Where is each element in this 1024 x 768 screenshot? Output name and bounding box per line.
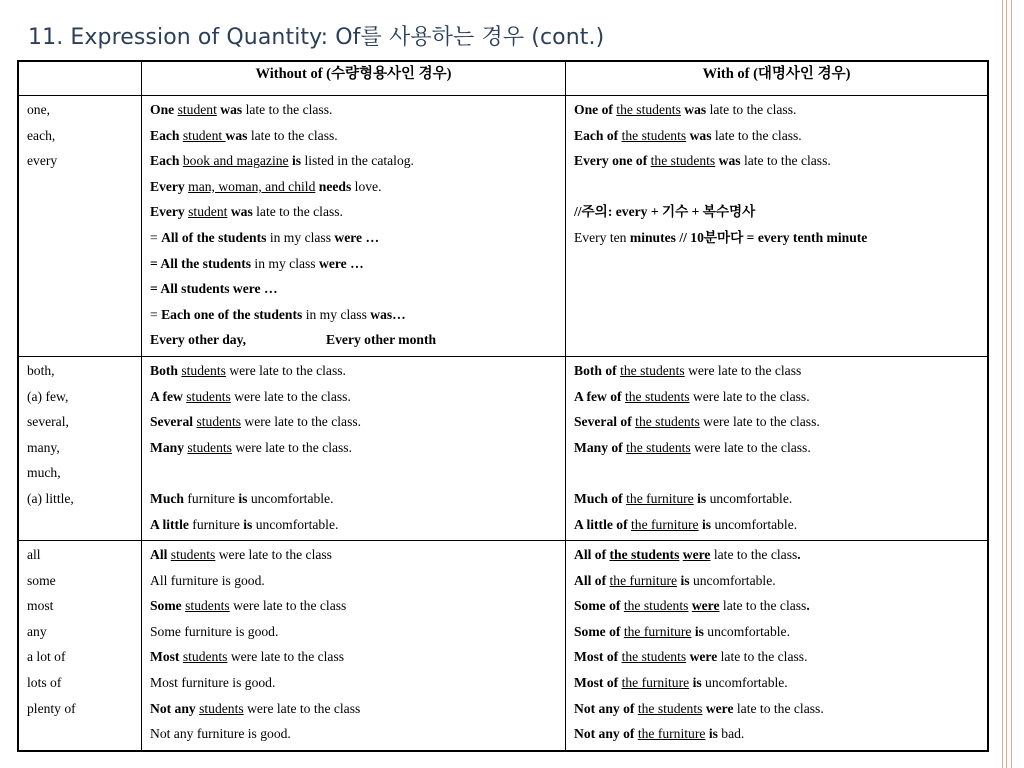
quantifier: (a) little, <box>27 490 74 506</box>
example-sentence <box>574 486 979 512</box>
table-row <box>18 96 988 357</box>
example-sentence <box>574 199 979 225</box>
without-of-cell <box>142 541 566 751</box>
header-quantifier <box>18 61 142 96</box>
table-row <box>18 541 988 751</box>
text-segment: students <box>170 547 216 563</box>
example-sentence <box>150 251 557 277</box>
text-segment: Much <box>150 490 184 506</box>
quantity-table <box>17 60 989 752</box>
text-segment: the students <box>637 700 703 716</box>
text-segment: Not any <box>150 700 196 716</box>
example-sentence <box>574 225 979 251</box>
text-segment: late to the class <box>710 547 798 563</box>
text-segment: were late to the class <box>684 362 802 378</box>
text-segment: late to the class. <box>740 153 831 169</box>
example-sentence <box>150 542 557 568</box>
example-sentence <box>150 512 557 538</box>
text-segment: were <box>705 700 734 716</box>
text-segment: Each one of the students <box>161 306 303 322</box>
text-segment: student <box>177 102 217 117</box>
text-segment: is <box>708 726 718 742</box>
text-segment: were <box>691 598 720 614</box>
text-segment: were late to the class. <box>231 439 352 455</box>
text-segment: students <box>186 388 231 404</box>
text-segment: uncomfortable. <box>706 490 793 506</box>
without-of-cell <box>142 356 566 540</box>
example-sentence <box>574 619 979 645</box>
text-segment: student <box>188 204 228 220</box>
example-sentence <box>150 486 557 512</box>
example-sentence <box>150 593 557 619</box>
header-row <box>18 61 988 96</box>
quantifier: (a) few, <box>27 388 69 404</box>
text-segment: Every <box>150 204 185 220</box>
example-sentence <box>150 644 557 670</box>
text-segment: were late to the class. <box>241 414 362 430</box>
example-sentence <box>574 384 979 410</box>
example-sentence <box>150 302 557 328</box>
text-segment: uncomfortable. <box>701 675 788 691</box>
text-segment: Most of <box>574 675 619 691</box>
text-segment: . <box>797 547 801 563</box>
text-segment: One <box>150 102 175 117</box>
example-sentence <box>150 123 557 149</box>
example-sentence <box>574 670 979 696</box>
without-of-cell <box>142 96 566 357</box>
text-segment: late to the class. <box>706 102 797 117</box>
text-segment: Every ten <box>574 229 630 245</box>
text-segment: Each of <box>574 127 619 143</box>
example-sentence <box>150 460 557 486</box>
text-segment: All furniture is good. <box>150 572 265 588</box>
text-segment: was <box>220 102 243 117</box>
quantifier: one, <box>27 102 51 117</box>
text-segment: Many <box>150 439 184 455</box>
text-segment: uncomfortable. <box>689 572 776 588</box>
text-segment: . <box>806 598 810 614</box>
quantifier: all <box>27 547 41 563</box>
frame-line-2 <box>1006 0 1007 768</box>
text-segment: the students <box>626 439 691 455</box>
quantifier: both, <box>27 362 55 378</box>
text-segment: is <box>238 490 248 506</box>
text-segment: = <box>150 306 162 322</box>
text-segment: late to the class. <box>711 127 802 143</box>
slide-title: 11. Expression of Quantity: Of를 사용하는 경우 (cont.) <box>28 25 605 50</box>
text-segment: A little <box>150 516 189 532</box>
example-sentence <box>150 225 557 251</box>
text-segment: Not any of <box>574 700 635 716</box>
text-segment: the students <box>635 414 700 430</box>
text-segment: late to the class <box>719 598 807 614</box>
quantifier-cell <box>18 541 142 751</box>
frame-line-1 <box>1002 0 1003 768</box>
text-segment: the students <box>621 649 687 665</box>
text-segment: were late to the class <box>227 649 345 665</box>
text-segment: Every other month <box>326 332 437 348</box>
text-segment: the students <box>620 362 685 378</box>
example-sentence <box>150 174 557 200</box>
example-sentence <box>574 148 979 174</box>
text-segment: //주의: every + 기수 + 복수명사 <box>574 204 756 220</box>
text-segment: is <box>680 572 690 588</box>
quantifier: lots of <box>27 675 62 691</box>
quantifier: any <box>27 623 47 639</box>
example-sentence <box>150 148 557 174</box>
example-sentence <box>150 619 557 645</box>
example-sentence <box>574 409 979 435</box>
text-segment: = All students were … <box>150 281 278 297</box>
text-segment: were late to the class. <box>230 388 351 404</box>
example-sentence <box>150 568 557 594</box>
example-sentence <box>574 512 979 538</box>
example-sentence <box>150 435 557 461</box>
text-segment: A few of <box>574 388 622 404</box>
text-segment: Some furniture is good. <box>150 623 279 639</box>
example-sentence <box>150 696 557 722</box>
quantifier: a lot of <box>27 649 66 665</box>
text-segment: the students <box>623 598 689 614</box>
text-segment: needs <box>318 178 352 194</box>
text-segment: students <box>182 649 228 665</box>
text-segment: Every one of <box>574 153 648 169</box>
text-segment: students <box>181 362 226 378</box>
text-segment: is <box>694 623 704 639</box>
quantifier-cell <box>18 96 142 357</box>
text-segment: were late to the class <box>243 700 361 716</box>
header-without-of: Without of (수량형용사인 경우) <box>142 61 566 96</box>
text-segment: students <box>185 598 230 614</box>
example-sentence <box>574 568 979 594</box>
quantifier-cell <box>18 356 142 540</box>
example-sentence <box>150 199 557 225</box>
text-segment: in my class <box>302 306 371 322</box>
text-segment: Every other day, <box>150 332 247 348</box>
text-segment: bad. <box>717 726 745 742</box>
frame-line-3 <box>1011 0 1012 768</box>
text-segment: the furniture <box>626 490 694 506</box>
text-segment: listed in the catalog. <box>301 153 414 169</box>
text-segment: were … <box>319 255 364 271</box>
example-sentence <box>150 721 557 747</box>
text-segment: is <box>697 490 707 506</box>
text-segment: Each <box>150 127 180 143</box>
example-sentence <box>574 435 979 461</box>
example-sentence <box>574 593 979 619</box>
table-row <box>18 356 988 540</box>
text-segment: were … <box>334 229 380 245</box>
text-segment: uncomfortable. <box>247 490 334 506</box>
text-segment: students <box>196 414 242 430</box>
text-segment: the students <box>624 388 690 404</box>
text-segment: the students <box>616 102 681 117</box>
example-sentence <box>574 696 979 722</box>
text-segment: A few <box>150 388 183 404</box>
text-segment: love. <box>351 178 382 194</box>
text-segment: the furniture <box>631 516 699 532</box>
text-segment: was <box>225 127 248 143</box>
example-sentence <box>574 174 979 200</box>
table-body <box>18 96 988 751</box>
text-segment: late to the class. <box>733 700 824 716</box>
text-segment: Each <box>150 153 180 169</box>
text-segment: All of <box>574 572 607 588</box>
text-segment: Much of <box>574 490 623 506</box>
text-segment: the students <box>621 127 687 143</box>
example-sentence <box>574 460 979 486</box>
text-segment: = All the students <box>150 255 252 271</box>
example-sentence <box>574 358 979 384</box>
text-segment: is <box>243 516 253 532</box>
text-segment: is <box>291 153 302 169</box>
text-segment: the furniture <box>637 726 706 742</box>
text-segment: the furniture <box>621 675 690 691</box>
example-sentence <box>150 276 557 302</box>
text-segment: A little of <box>574 516 628 532</box>
text-segment: minutes // 10분마다 = every tenth minute <box>629 229 868 245</box>
quantifier: each, <box>27 127 56 143</box>
text-segment: was <box>230 204 253 220</box>
text-segment: were late to the class <box>229 598 347 614</box>
text-segment: Some of <box>574 598 621 614</box>
text-segment: is <box>702 516 712 532</box>
text-segment: in my class <box>266 229 335 245</box>
text-segment: late to the class. <box>247 127 338 143</box>
text-segment: Most of <box>574 649 619 665</box>
text-segment: Every <box>150 178 185 194</box>
text-segment: All of the students <box>161 229 267 245</box>
text-segment: in my class <box>251 255 319 271</box>
text-segment: Not any furniture is good. <box>150 726 291 742</box>
example-sentence <box>150 97 557 123</box>
text-segment: was <box>718 153 741 169</box>
quantifier: several, <box>27 414 69 430</box>
text-segment: were <box>682 547 711 563</box>
text-segment: were late to the class. <box>690 439 811 455</box>
text-segment: = <box>150 229 162 245</box>
with-of-cell <box>566 541 989 751</box>
example-sentence <box>574 97 979 123</box>
text-segment: students <box>187 439 232 455</box>
text-segment: late to the class. <box>717 649 808 665</box>
header-with-of: With of (대명사인 경우) <box>566 61 989 96</box>
text-segment: uncomfortable. <box>252 516 339 532</box>
text-segment: the students <box>609 547 680 563</box>
text-segment: were late to the class. <box>699 414 820 430</box>
text-segment: book and magazine <box>182 153 289 169</box>
text-segment: the furniture <box>623 623 692 639</box>
text-segment: All <box>150 547 168 563</box>
text-segment: All of <box>574 547 607 563</box>
example-sentence <box>150 358 557 384</box>
text-segment: late to the class. <box>252 204 343 220</box>
quantifier: every <box>27 153 58 169</box>
text-segment: furniture <box>188 516 244 532</box>
text-segment: was… <box>370 306 406 322</box>
with-of-cell <box>566 356 989 540</box>
text-segment: students <box>199 700 244 716</box>
text-segment: late to the class. <box>242 102 333 117</box>
text-segment: were <box>689 649 718 665</box>
text-segment: uncomfortable. <box>711 516 798 532</box>
text-segment: Both <box>150 362 178 378</box>
text-segment: Not any of <box>574 726 635 742</box>
text-segment: the furniture <box>609 572 678 588</box>
text-segment: were late to the class <box>215 547 332 563</box>
quantifier: plenty of <box>27 700 76 716</box>
text-segment: is <box>692 675 702 691</box>
text-segment: were late to the class. <box>225 362 346 378</box>
text-segment: were late to the class. <box>689 388 810 404</box>
text-segment: was <box>684 102 707 117</box>
text-segment: Some <box>150 598 182 614</box>
quantifier: most <box>27 598 54 614</box>
text-segment: One of <box>574 102 613 117</box>
quantifier: much, <box>27 465 61 481</box>
example-sentence <box>574 644 979 670</box>
example-sentence <box>150 327 557 353</box>
example-sentence <box>150 670 557 696</box>
example-sentence <box>150 409 557 435</box>
example-sentence <box>574 123 979 149</box>
text-segment: furniture <box>183 490 239 506</box>
example-sentence <box>574 721 979 747</box>
text-segment: Most furniture is good. <box>150 675 276 691</box>
text-segment: Many of <box>574 439 623 455</box>
with-of-cell <box>566 96 989 357</box>
text-segment: uncomfortable. <box>703 623 790 639</box>
text-segment: student <box>182 127 226 143</box>
quantifier: many, <box>27 439 60 455</box>
quantifier: some <box>27 572 56 588</box>
text-segment: Both of <box>574 362 617 378</box>
text-segment: the students <box>650 153 716 169</box>
text-segment: Most <box>150 649 180 665</box>
text-segment: Several <box>150 414 194 430</box>
text-segment: was <box>689 127 712 143</box>
text-segment: Several of <box>574 414 632 430</box>
example-sentence <box>574 542 979 568</box>
example-sentence <box>150 384 557 410</box>
text-segment: man, woman, and child <box>188 178 316 194</box>
text-segment: Some of <box>574 623 621 639</box>
